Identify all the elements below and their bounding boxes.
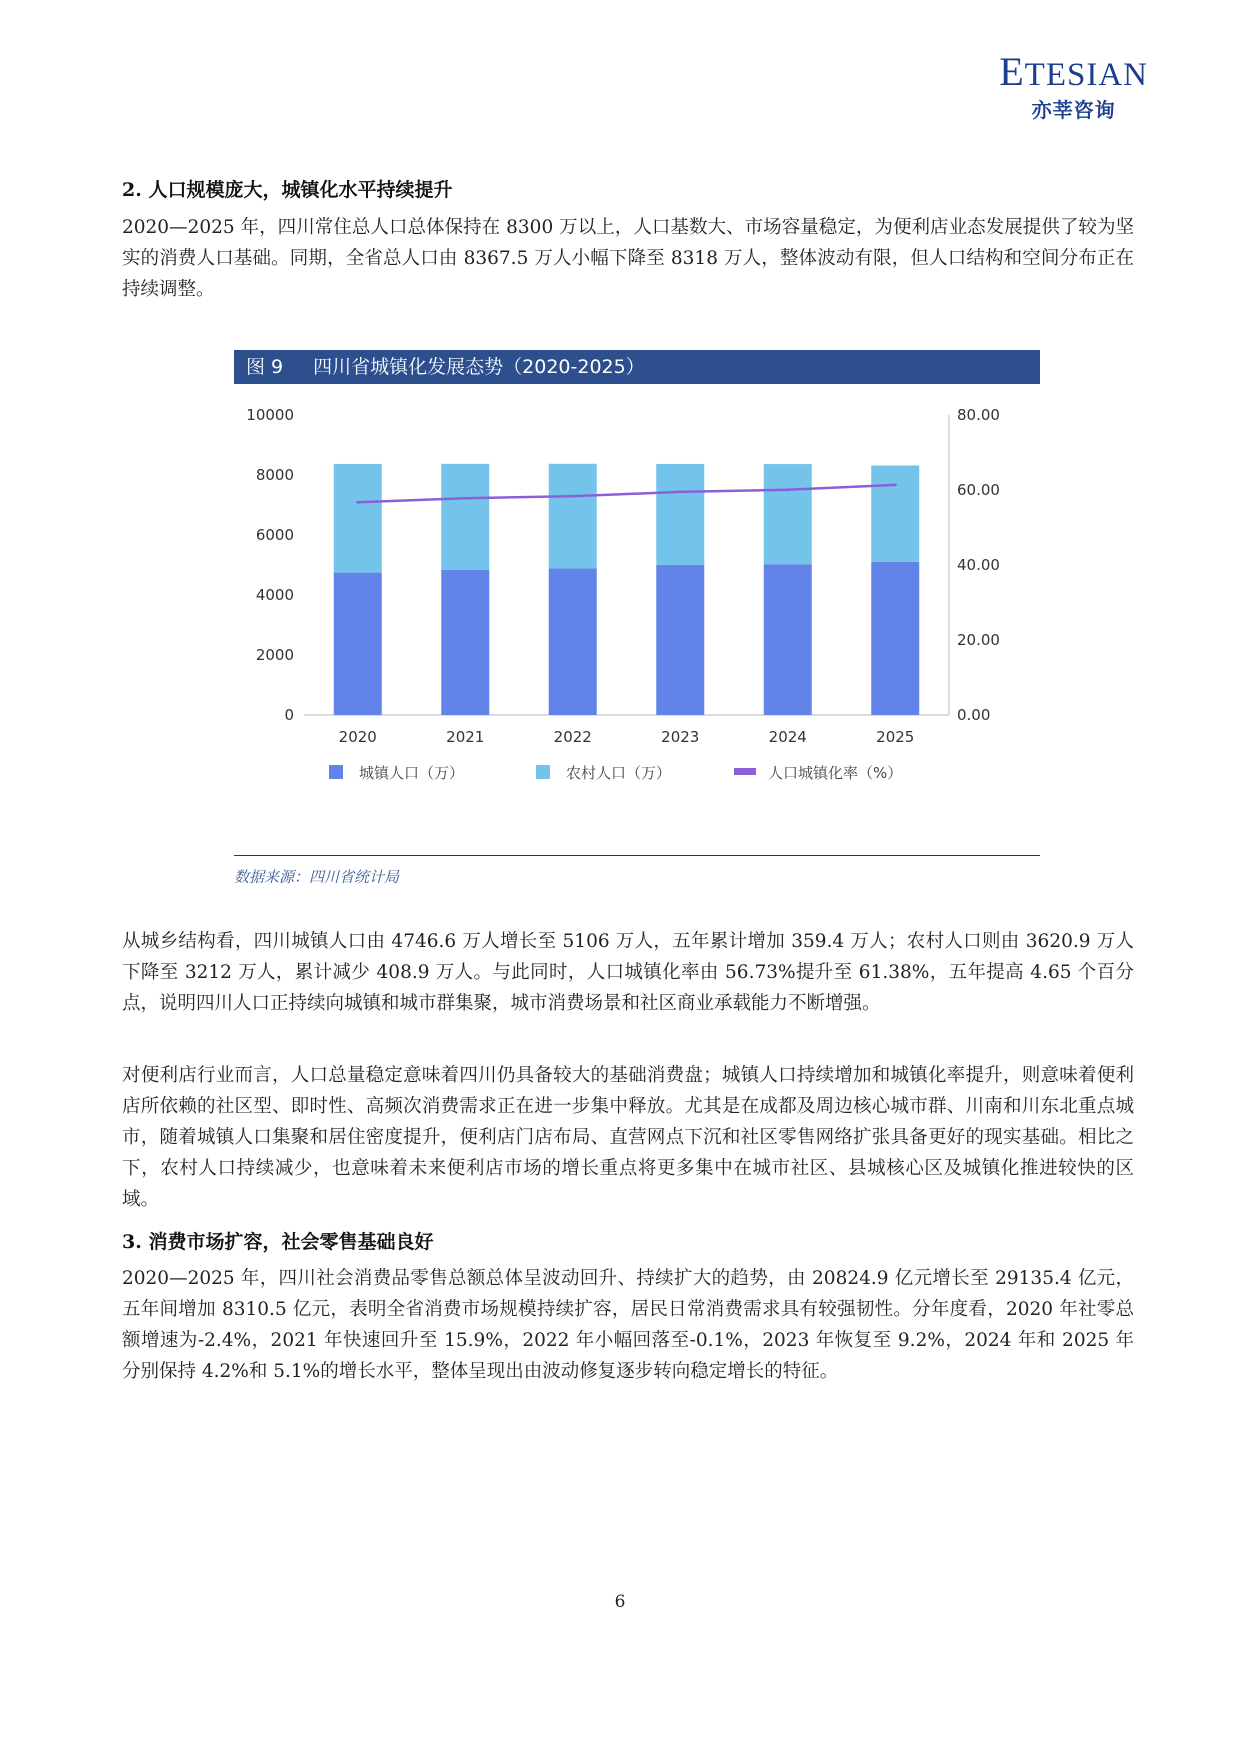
left-tick-label: 4000: [255, 586, 294, 604]
x-tick-label: 2022: [553, 728, 592, 746]
left-tick-label: 10000: [246, 406, 294, 424]
bar-urban-2020: [334, 573, 382, 715]
right-y-axis: [957, 406, 1000, 724]
bar-urban-2023: [656, 565, 704, 715]
right-tick-label: 20.00: [957, 631, 1000, 649]
section-3-paragraph-1: 2020—2025 年，四川社会消费品零售总额总体呈波动回升、持续扩大的趋势，由 20824.9 亿元增长至 29135.4 亿元，五年间增加 8310.5 亿元，表明全省消费市场规模持续扩容，居民日常消费需求具有较强韧性。分年度看，2020 年社零总额增速为-2.4%，2021 年快速回升至 15.9%，2022 年小幅回落至-0.1%，2023 年恢复至 9.2%，2024 年和 2025 年分别保持 4.2%和 5.1%的增长水平，整体呈现出由波动修复逐步转向稳定增长的特征。: [122, 1268, 1134, 1382]
figure-bottom-rule: [234, 855, 1040, 856]
rate-point-2021: [464, 497, 467, 500]
figure-number: 图 9: [246, 356, 284, 378]
bar-rural-2023: [656, 464, 704, 565]
x-tick-label: 2024: [768, 728, 807, 746]
chart-legend: [329, 764, 902, 782]
left-tick-label: 6000: [255, 526, 294, 544]
rate-point-2023: [679, 490, 682, 493]
urbanization-rate-line: [358, 485, 896, 502]
bar-urban-2021: [441, 570, 489, 715]
right-tick-label: 40.00: [957, 556, 1000, 574]
brand-logo: [999, 49, 1148, 123]
logo-english: ETESIAN: [999, 49, 1148, 94]
bar-urban-2025: [871, 562, 919, 715]
section-2-paragraph-1: 2020—2025 年，四川常住总人口总体保持在 8300 万以上，人口基数大、市场容量稳定，为便利店业态发展提供了较为坚实的消费人口基础。同期，全省总人口由 8367.5 万人小幅下降至 8318 万人，整体波动有限，但人口结构和空间分布正在持续调整。: [122, 217, 1134, 300]
section-2-paragraph-3: 对便利店行业而言，人口总量稳定意味着四川仍具备较大的基础消费盘；城镇人口持续增加和城镇化率提升，则意味着便利店所依赖的社区型、即时性、高频次消费需求正在进一步集中释放。尤其是在成都及周边核心城市群、川南和川东北重点城市，随着城镇人口集聚和居住密度提升，便利店门店布局、直营网点下沉和社区零售网络扩张具备更好的现实基础。相比之下，农村人口持续减少，也意味着未来便利店市场的增长重点将更多集中在城市社区、县城核心区及城镇化推进较快的区域。: [122, 1065, 1134, 1210]
bar-urban-2022: [549, 568, 597, 715]
x-tick-label: 2020: [338, 728, 377, 746]
legend-label-2: 人口城镇化率（%）: [768, 764, 903, 782]
right-tick-label: 80.00: [957, 406, 1000, 424]
legend-label-0: 城镇人口（万）: [359, 764, 465, 782]
figure-source: 数据来源：四川省统计局: [234, 868, 400, 886]
left-tick-label: 0: [284, 706, 294, 724]
legend-label-1: 农村人口（万）: [566, 764, 672, 782]
line-series: [356, 483, 897, 503]
logo-chinese: 亦莘咨询: [1031, 98, 1116, 122]
bar-rural-2024: [764, 464, 812, 564]
rate-point-2022: [571, 495, 574, 498]
x-axis-labels: [339, 728, 915, 746]
bar-series: [334, 464, 920, 715]
left-tick-label: 8000: [255, 466, 294, 484]
legend-swatch-0: [329, 765, 343, 779]
rate-point-2020: [356, 501, 359, 504]
x-tick-label: 2021: [446, 728, 485, 746]
right-tick-label: 60.00: [957, 481, 1000, 499]
page-number: 6: [614, 1592, 626, 1612]
urbanization-chart: [234, 390, 1040, 820]
figure-title: 四川省城镇化发展态势（2020-2025）: [313, 356, 645, 378]
bar-rural-2025: [871, 465, 919, 561]
rate-point-2024: [786, 488, 789, 491]
figure-caption-bar: [234, 350, 1040, 384]
legend-swatch-line: [734, 768, 756, 775]
left-tick-label: 2000: [255, 646, 294, 664]
bar-rural-2022: [549, 464, 597, 569]
x-tick-label: 2025: [876, 728, 915, 746]
section-3-heading: 3. 消费市场扩容，社会零售基础良好: [122, 1231, 434, 1253]
x-tick-label: 2023: [661, 728, 700, 746]
rate-point-2025: [894, 483, 897, 486]
bar-rural-2021: [441, 464, 489, 570]
section-2-heading: 2. 人口规模庞大，城镇化水平持续提升: [122, 179, 453, 201]
legend-swatch-1: [536, 765, 550, 779]
bar-rural-2020: [334, 464, 382, 573]
left-y-axis: [246, 406, 294, 724]
right-tick-label: 0.00: [957, 706, 991, 724]
section-2-paragraph-2: 从城乡结构看，四川城镇人口由 4746.6 万人增长至 5106 万人，五年累计增加 359.4 万人；农村人口则由 3620.9 万人下降至 3212 万人，累计减少 408.9 万人。与此同时，人口城镇化率由 56.73%提升至 61.38%，五年提高 4.65 个百分点，说明四川人口正持续向城镇和城市群集聚，城市消费场景和社区商业承载能力不断增强。: [122, 931, 1134, 1014]
bar-urban-2024: [764, 564, 812, 715]
